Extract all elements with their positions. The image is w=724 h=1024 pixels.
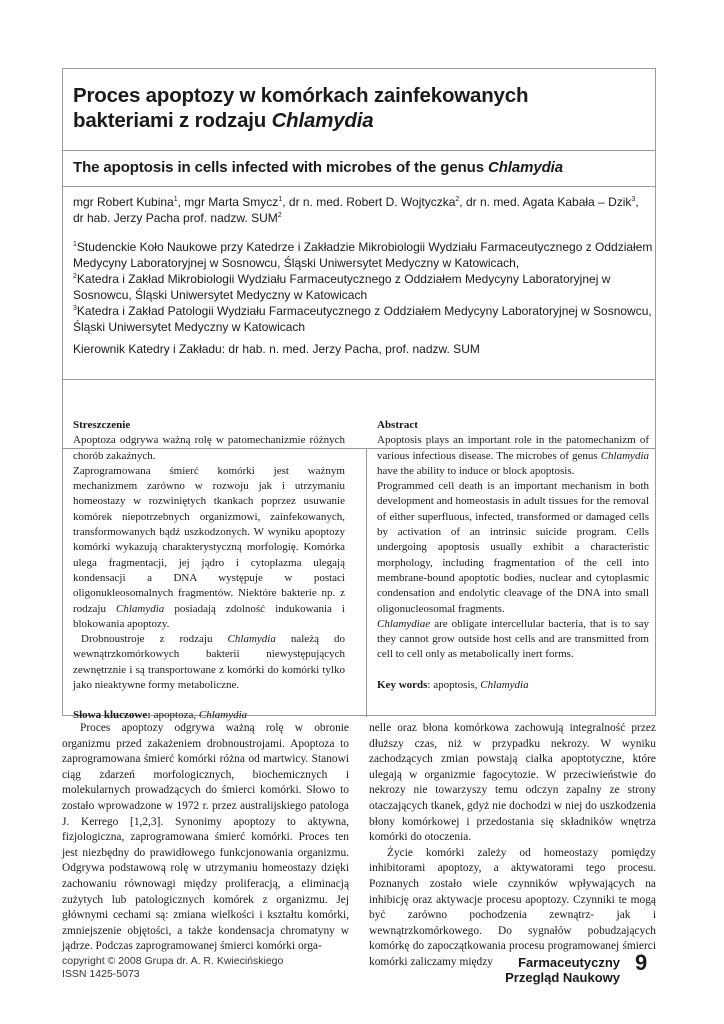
column-divider — [366, 448, 367, 717]
abstract-english — [377, 418, 649, 693]
abstract-polish — [73, 418, 345, 724]
abstract-paragraph: Chlamydiae are obligate intercellular bacteria, that is to say they cannot grow outside host cells and are transmitted from cell to cell only as metabolically inert forms. — [377, 617, 649, 661]
affiliation: $^3$Katedra i Zakład Patologii Wydziału Farmaceutycznego z Oddziałem Medycyny Laboratoryjnej w Sosnowcu, Śląski Uniwersytet Medyczny w Katowicach — [73, 304, 652, 334]
author: dr n. med. Robert D. Wojtyczka$^2$, — [288, 195, 466, 209]
author: dr hab. Jerzy Pacha prof. nadzw. SUM$^2$ — [73, 211, 282, 225]
abstract-paragraph: Apoptoza odgrywa ważną rolę w patomechanizmie różnych chorób zakaźnych. — [73, 434, 345, 462]
body-paragraph: nelle oraz błona komórkowa zachowują integralność przez dłuższy czas, niż w przypadku nekrozy. W wyniku zachodzących zmian powstają ciałka apoptotyczne, które ulegają w organizmie fagocytozie. W przeciwieństwie do nekrozy nie towarzyszy temu odczyn zapalny ze strony otaczających tkanek, gdyż nie dochodzi w niej do uszkodzenia błony komórkowej i przedostania się składników wnętrza komórki do otoczenia. — [369, 722, 656, 844]
body-paragraph: Życie komórki zależy od homeostazy pomiędzy inhibitorami apoptozy, a aktywatorami tego procesu. Poznanych zostało wiele czynników wpływających na inhibicję oraz aktywacje procesu apoptozy. Czynniki te mogą być zarówno pochodzenia zewnątrz- jak i wewnątrzkomórkowego. Do sygnałów pobudzających komórkę do zapoczątkowania procesu programowanej śmierci komórki zaliczamy między — [369, 846, 656, 968]
affiliation: $^1$Studenckie Koło Naukowe przy Katedrze i Zakładzie Mikrobiologii Wydziału Farmaceutycznego z Oddziałem Medycyny Laboratoryjnej w Sosnowcu, Śląski Uniwersytet Medyczny w Katowicach, — [73, 240, 653, 270]
article-header-box — [62, 68, 656, 722]
title-en-genus: Chlamydia — [488, 159, 563, 176]
footer-copyright: copyright © 2008 Grupa dr. A. R. Kwiecińskiego ISSN 1425-5073 — [62, 955, 284, 980]
author: dr n. med. Agata Kabała – Dzik$^3$, — [465, 195, 639, 209]
abstract-paragraph: Apoptosis plays an important role in the patomechanizm of various infectious disease. The microbes of genus Chlamydia have the ability to induce or block apoptosis. — [377, 434, 649, 477]
author-list — [73, 194, 648, 226]
abstract-paragraph: Zaprogramowana śmierć komórki jest ważnym mechanizmem zarówno w rozwoju jak i utrzymaniu homeostazy w rozwiniętych tkankach poprzez usuwanie komórek niepotrzebnych organizmowi, zainfekowanych, transformowanych bądź uszkodzonych. W wyniku apoptozy komórki wykazują charakterystyczną morfologię. Komórka ulega fragmentacji, jej jądro i cytoplazma ulegają kondensacji a DNA występuje w postaci oligonukleosomalnych fragmentów. Niektóre bakterie np. z rodzaju Chlamydia posiadają zdolność indukowania i blokowania apoptozy. — [73, 464, 345, 630]
abstract-heading: Abstract — [377, 419, 418, 431]
article-title-english — [73, 159, 648, 176]
journal-name: Farmaceutyczny Przegląd Naukowy — [505, 955, 620, 985]
title-en-text: The apoptosis in cells infected with microbes of the genus — [73, 159, 489, 176]
head-of-department: Kierownik Katedry i Zakładu: dr hab. n. med. Jerzy Pacha, prof. nadzw. SUM — [73, 342, 480, 356]
keywords: Słowa kluczowe: apoptoza, Chlamydia — [73, 709, 248, 722]
page-number: 9 — [635, 950, 648, 975]
keywords: Key words: apoptosis, Chlamydia — [377, 678, 529, 691]
body-column-right — [369, 721, 656, 971]
divider — [63, 186, 655, 187]
title-pl-text: Proces apoptozy w komórkach zainfekowanych bakteriami z rodzaju — [73, 84, 529, 132]
body-paragraph: Proces apoptozy odgrywa ważną rolę w obronie organizmu przed zakażeniem drobnoustrojami. Apoptoza to zaprogramowana śmierć komórki różna od martwicy. Stanowi ciąg zdarzeń morfologicznych, biochemicznych i molekularnych prowadzących do śmierci komórki. Słowo to zostało wprowadzone w 1972 r. przez australijskiego patologa J. Kerrego [1,2,3]. Synonimy apoptozy to aktywna, fizjologiczna, zaprogramowana śmierć komórki. Proces ten jest niezbędny do prawidłowego funkcjonowania organizmu. Odgrywa podstawową rolę w utrzymaniu homeostazy dzięki zachowaniu równowagi między proliferacją, a eliminacją zużytych lub patologicznych komórek z organizmu. Jej głównymi cechami są: zmiana wielkości i kształtu komórki, zmniejszenie objętości, a także kondensacja chromatyny w jądrze. Podczas zaprogramowanej śmierci komórki orga- — [62, 722, 349, 953]
title-pl-genus: Chlamydia — [271, 109, 374, 132]
affiliation: $^2$Katedra i Zakład Mikrobiologii Wydziału Farmaceutycznego z Oddziałem Medycyny Laboratoryjnej w Sosnowcu, Śląski Uniwersytet Medyczny w Katowicach — [73, 272, 611, 302]
abstract-paragraph: Programmed cell death is an important mechanism in both development and homeostasis in adult tissues for the removal of either superfluous, infected, transformed or damaged cells by activation of an intrinsic suicide program. Cells undergoing apoptosis usually exhibit a characteristic morphology, including fragmentation of the cell into membrane-bound apoptotic bodies, nuclear and cytoplasmic condensation and endolytic cleavage of the DNA into small oligonucleosomal fragments. — [377, 480, 649, 615]
author: mgr Robert Kubina$^1$, — [73, 195, 185, 209]
divider — [63, 379, 655, 380]
divider — [63, 150, 655, 151]
abstract-paragraph: Drobnoustroje z rodzaju Chlamydia należą do wewnątrzkomórkowych bakterii niewystępujących zewnętrznie i są transportowane z komórki do komórki tylko jako nieaktywne formy metaboliczne. — [73, 633, 345, 692]
article-title-polish — [73, 83, 633, 133]
affiliations — [73, 239, 655, 335]
author: mgr Marta Smycz$^1$, — [184, 195, 289, 209]
body-column-left — [62, 721, 349, 955]
abstract-heading: Streszczenie — [73, 419, 131, 431]
